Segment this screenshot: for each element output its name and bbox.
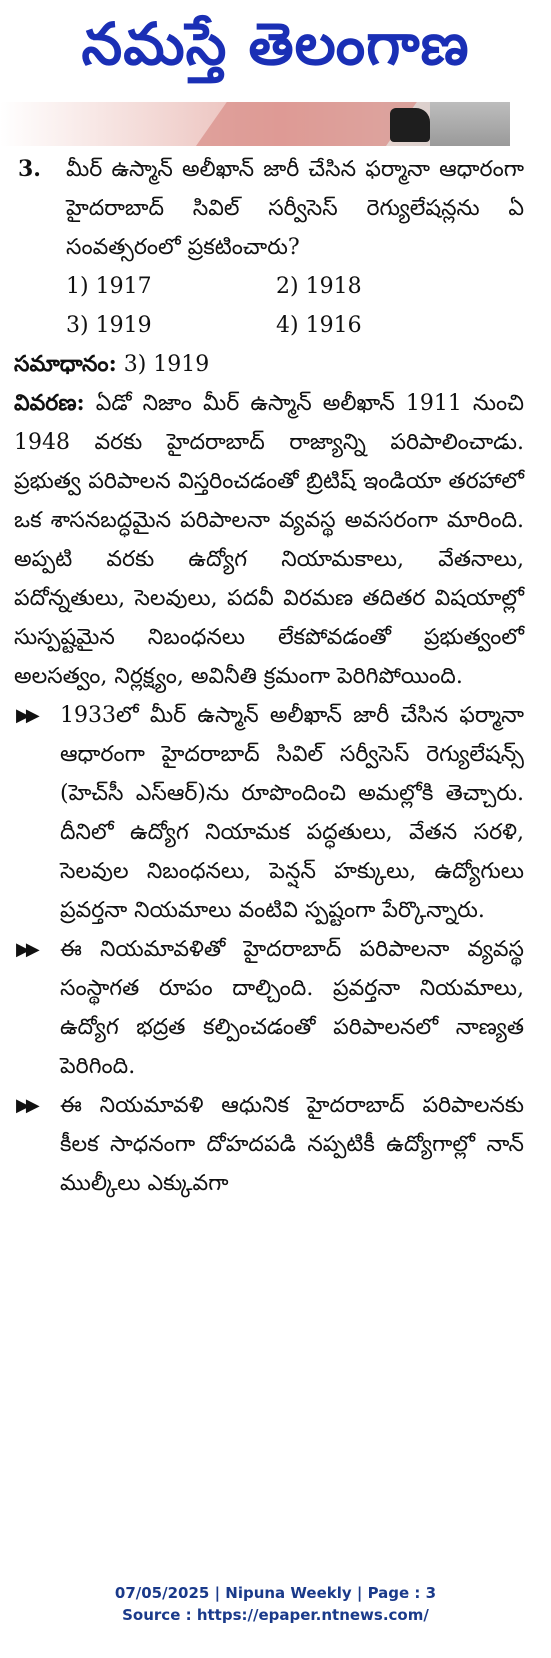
footer-date-line: 07/05/2025 | Nipuna Weekly | Page : 3	[114, 1584, 437, 1602]
bullet-item	[14, 930, 524, 1086]
option-1: 1) 1917	[66, 274, 152, 299]
answer-value: 3) 1919	[123, 352, 210, 377]
option-3: 3) 1919	[66, 313, 152, 338]
double-arrow-bullet-icon: ▶▶	[16, 1095, 36, 1116]
bullet-item	[14, 1086, 524, 1203]
explanation-text: ఏడో నిజాం మీర్ ఉస్మాన్ అలీఖాన్ 1911 నుంచి 1948 వరకు హైదరాబాద్ రాజ్యాన్ని పరిపాలించాడు. ప్రభుత్వ పరిపాలన విస్తరించడంతో బ్రిటిష్ ఇండియా తరహాలో ఒక శాసనబద్ధమైన పరిపాలనా వ్యవస్థ అవసరంగా మారింది. అప్పటి వరకు ఉద్యోగ నియామకాలు, వేతనాలు, పదోన్నతులు, సెలవులు, పదవీ విరమణ తదితర విషయాల్లో సుస్పష్టమైన నిబంధనలు లేకపోవడంతో ప్రభుత్వంలో అలసత్వం, నిర్లక్ష్యం, అవినీతి క్రమంగా పెరిగిపోయింది.	[14, 391, 524, 689]
article-body	[14, 150, 524, 1203]
option-2: 2) 1918	[276, 274, 362, 299]
bullet-text: 1933లో మీర్ ఉస్మాన్ అలీఖాన్ జారీ చేసిన ఫర్మానా ఆధారంగా హైదరాబాద్ సివిల్ సర్వీసెస్ రెగ్యులేషన్స్ (హెచ్‌సీ ఎస్ఆర్)ను రూపొందించి అమల్లోకి తెచ్చారు. దీనిలో ఉద్యోగ నియామక పద్ధతులు, వేతన సరళి, సెలవుల నిబంధనలు, పెన్షన్ హక్కులు, ఉద్యోగులు ప్రవర్తనా నియమాలు వంటివి స్పష్టంగా పేర్కొన్నారు.	[60, 703, 524, 923]
masthead	[0, 0, 551, 98]
cropped-photo	[0, 102, 510, 146]
double-arrow-bullet-icon: ▶▶	[16, 939, 36, 960]
footer-source-line: Source : https://epaper.ntnews.com/	[122, 1606, 429, 1624]
newspaper-logo-title: నమస్తే తెలంగాణ	[81, 10, 470, 78]
question-options	[14, 267, 524, 345]
explanation	[14, 384, 524, 696]
bullet-item	[14, 696, 524, 930]
answer	[14, 345, 524, 384]
bullet-text: ఈ నియమావళి ఆధునిక హైదరాబాద్ పరిపాలనకు కీలక సాధనంగా దోహదపడి నప్పటికీ ఉద్యోగాల్లో నాన్ ముల్కీలు ఎక్కువగా	[60, 1093, 524, 1196]
question	[14, 150, 524, 267]
option-4: 4) 1916	[276, 313, 362, 338]
question-number: 3.	[18, 156, 41, 182]
answer-label: సమాధానం:	[14, 351, 117, 377]
question-text: మీర్ ఉస్మాన్ అలీఖాన్ జారీ చేసిన ఫర్మానా ఆధారంగా హైదరాబాద్ సివిల్ సర్వీసెస్ రెగ్యులేషన్లను ఏ సంవత్సరంలో ప్రకటించారు?	[66, 157, 524, 260]
explanation-label: వివరణ:	[14, 390, 85, 416]
double-arrow-bullet-icon: ▶▶	[16, 705, 36, 726]
bullet-text: ఈ నియమావళితో హైదరాబాద్ పరిపాలనా వ్యవస్థ సంస్థాగత రూపం దాల్చింది. ప్రవర్తనా నియమాలు, ఉద్యోగ భద్రత కల్పించడంతో పరిపాలనలో నాణ్యత పెరిగింది.	[60, 937, 524, 1079]
